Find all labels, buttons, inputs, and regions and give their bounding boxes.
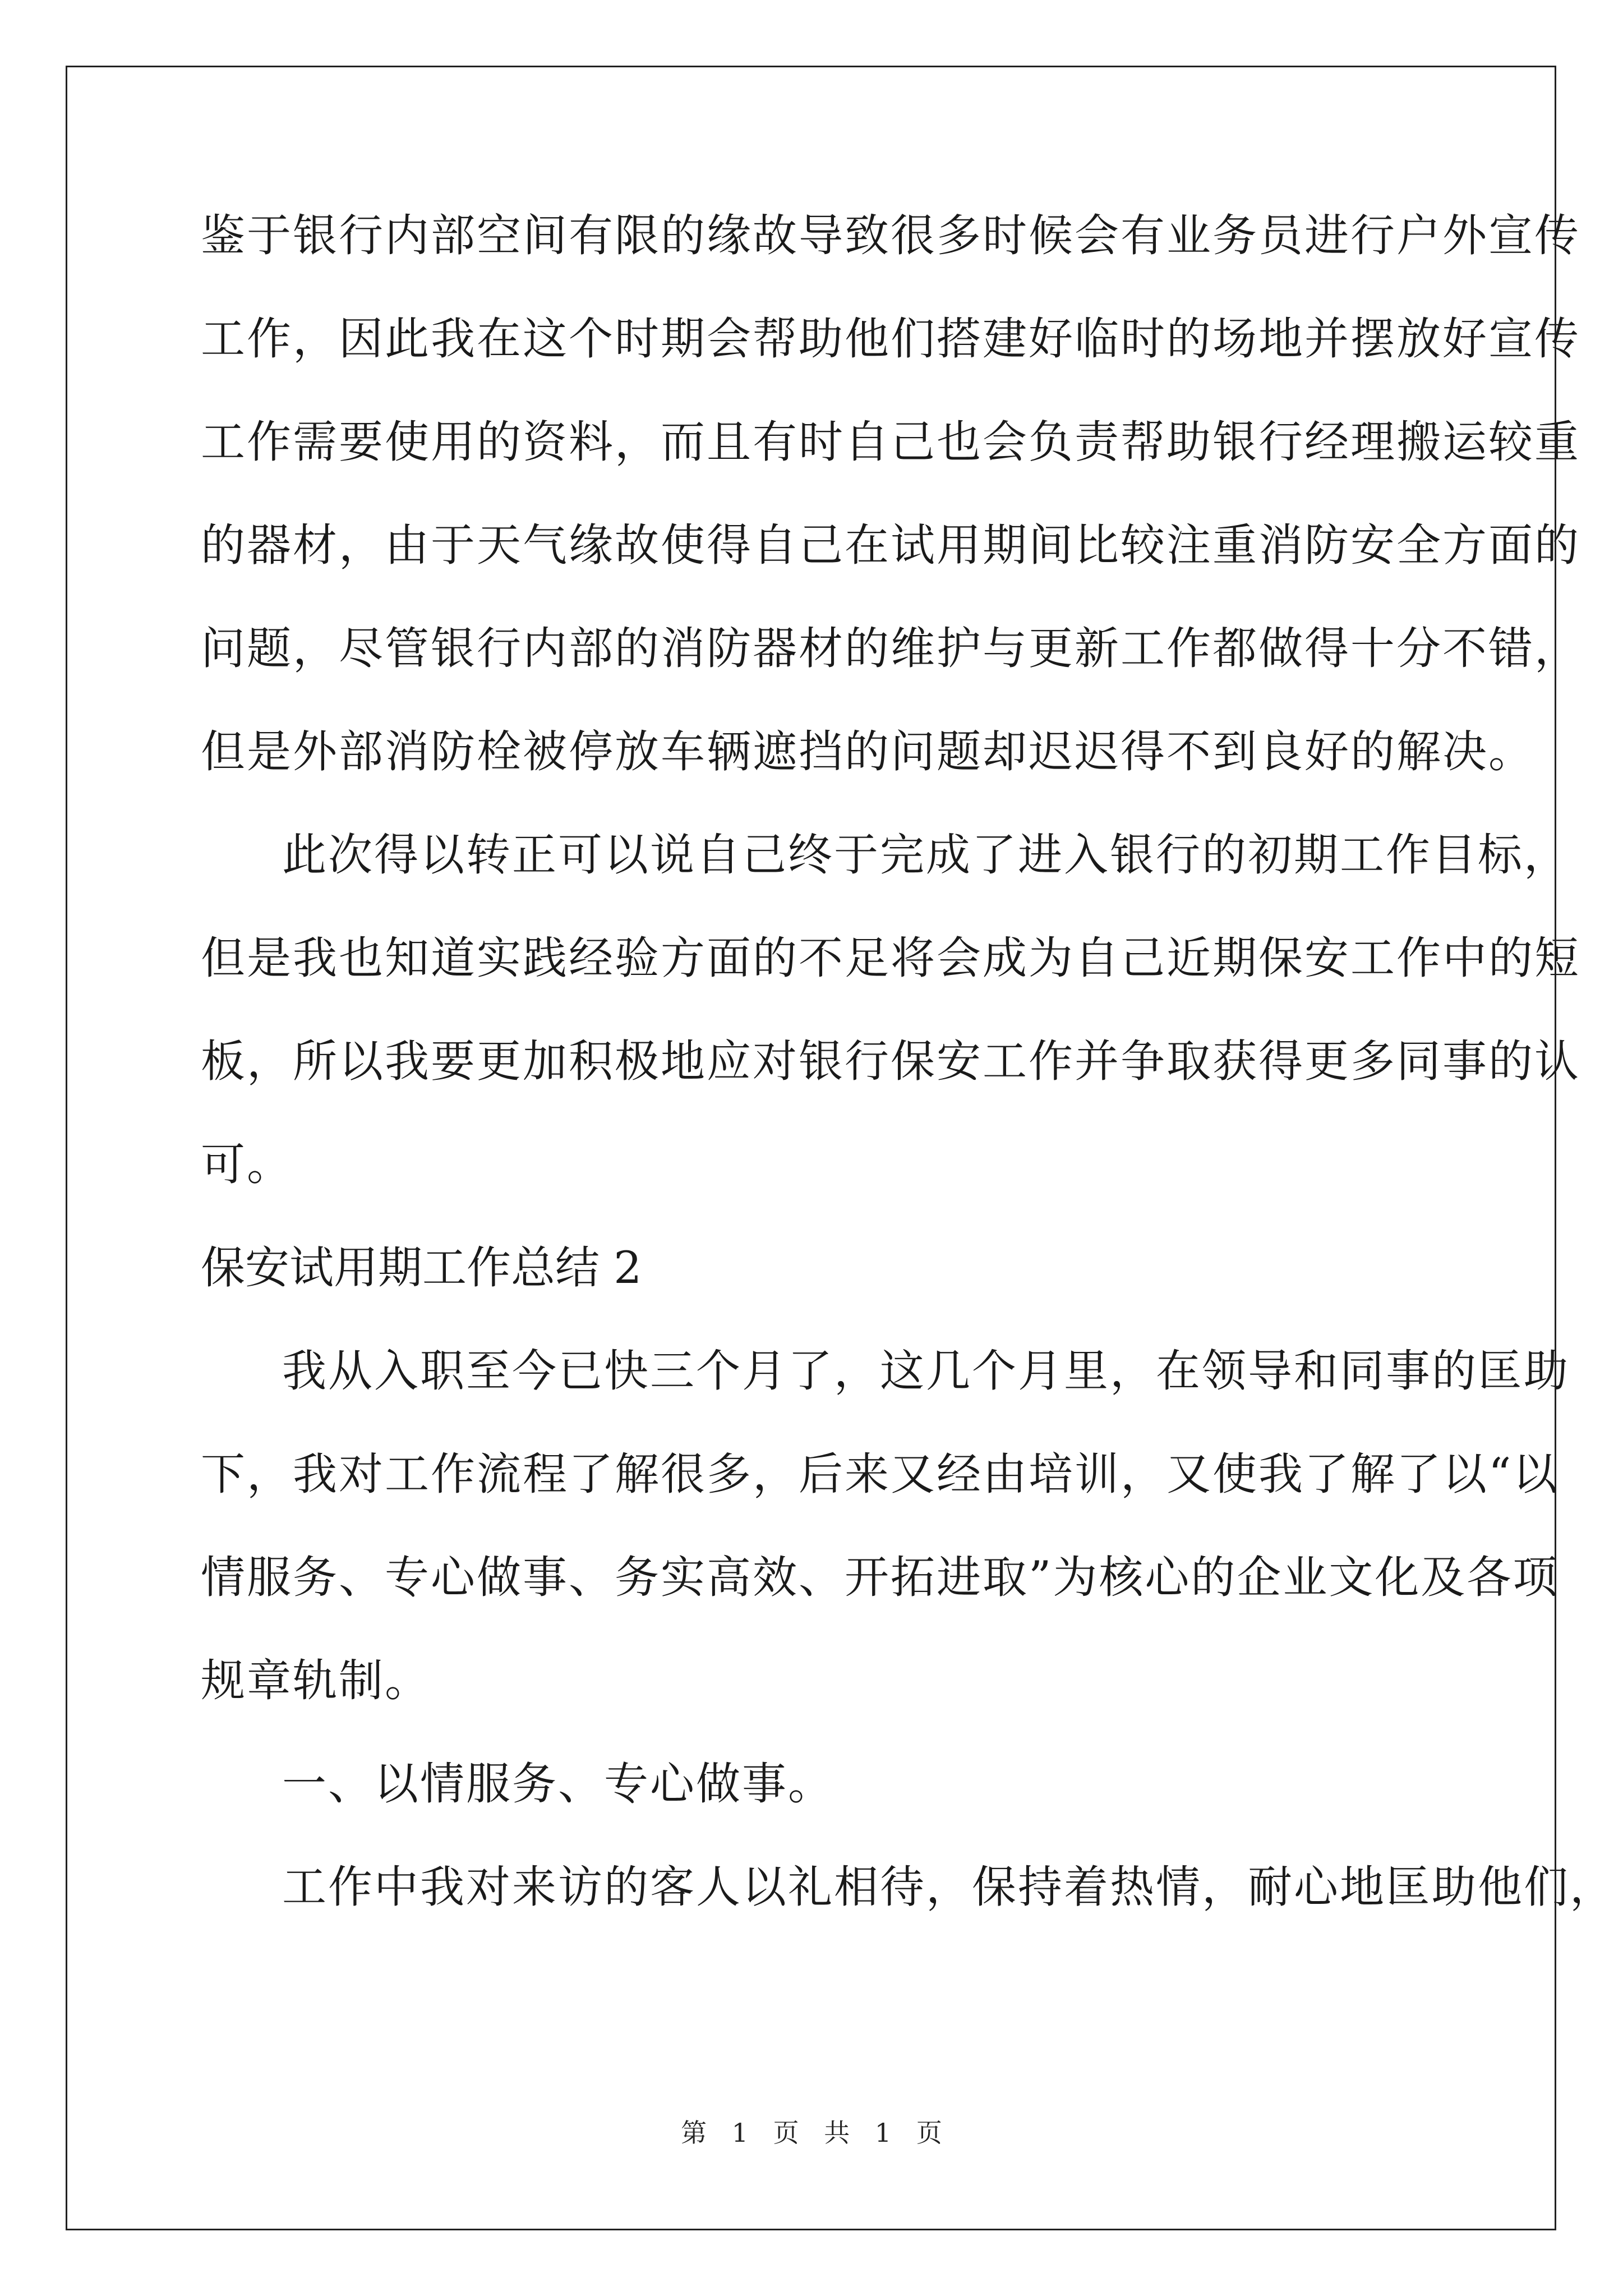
page-footer: 第 1 页 共 1 页 bbox=[681, 2118, 942, 2148]
paragraph-1-line-2: 工作，因此我在这个时期会帮助他们搭建好临时的场地并摆放好宣传 bbox=[201, 313, 1580, 365]
paragraph-1-line-4: 的器材，由于天气缘故使得自己在试用期间比较注重消防安全方面的 bbox=[201, 519, 1580, 571]
paragraph-3-line-1: 我从入职至今已快三个月了，这几个月里，在领导和同事的匡助 bbox=[282, 1345, 1570, 1397]
subheading-1: 一、以情服务、专心做事。 bbox=[282, 1758, 834, 1810]
paragraph-3-line-2: 下，我对工作流程了解很多，后来又经由培训，又使我了解了以“以 bbox=[201, 1448, 1559, 1500]
paragraph-2-line-3: 板，所以我要更加积极地应对银行保安工作并争取获得更多同事的认 bbox=[201, 1036, 1580, 1087]
paragraph-1-line-3: 工作需要使用的资料，而且有时自己也会负责帮助银行经理搬运较重 bbox=[201, 416, 1580, 468]
paragraph-3-line-3: 情服务、专心做事、务实高效、开拓进取”为核心的企业文化及各项 bbox=[201, 1552, 1559, 1603]
paragraph-2-line-1: 此次得以转正可以说自己终于完成了进入银行的初期工作目标， bbox=[282, 829, 1570, 881]
paragraph-1-line-6: 但是外部消防栓被停放车辆遮挡的问题却迟迟得不到良好的解决。 bbox=[201, 726, 1534, 777]
paragraph-1-line-5: 问题，尽管银行内部的消防器材的维护与更新工作都做得十分不错， bbox=[201, 623, 1580, 674]
section-heading: 保安试用期工作总结 2 bbox=[201, 1242, 642, 1294]
paragraph-2-line-4: 可。 bbox=[201, 1139, 293, 1190]
paragraph-5-line-1: 工作中我对来访的客人以礼相待，保持着热情，耐心地匡助他们， bbox=[282, 1861, 1616, 1913]
paragraph-2-line-2: 但是我也知道实践经验方面的不足将会成为自己近期保安工作中的短 bbox=[201, 932, 1580, 984]
paragraph-1-line-1: 鉴于银行内部空间有限的缘故导致很多时候会有业务员进行户外宣传 bbox=[201, 210, 1580, 261]
paragraph-3-line-4: 规章轨制。 bbox=[201, 1655, 431, 1706]
